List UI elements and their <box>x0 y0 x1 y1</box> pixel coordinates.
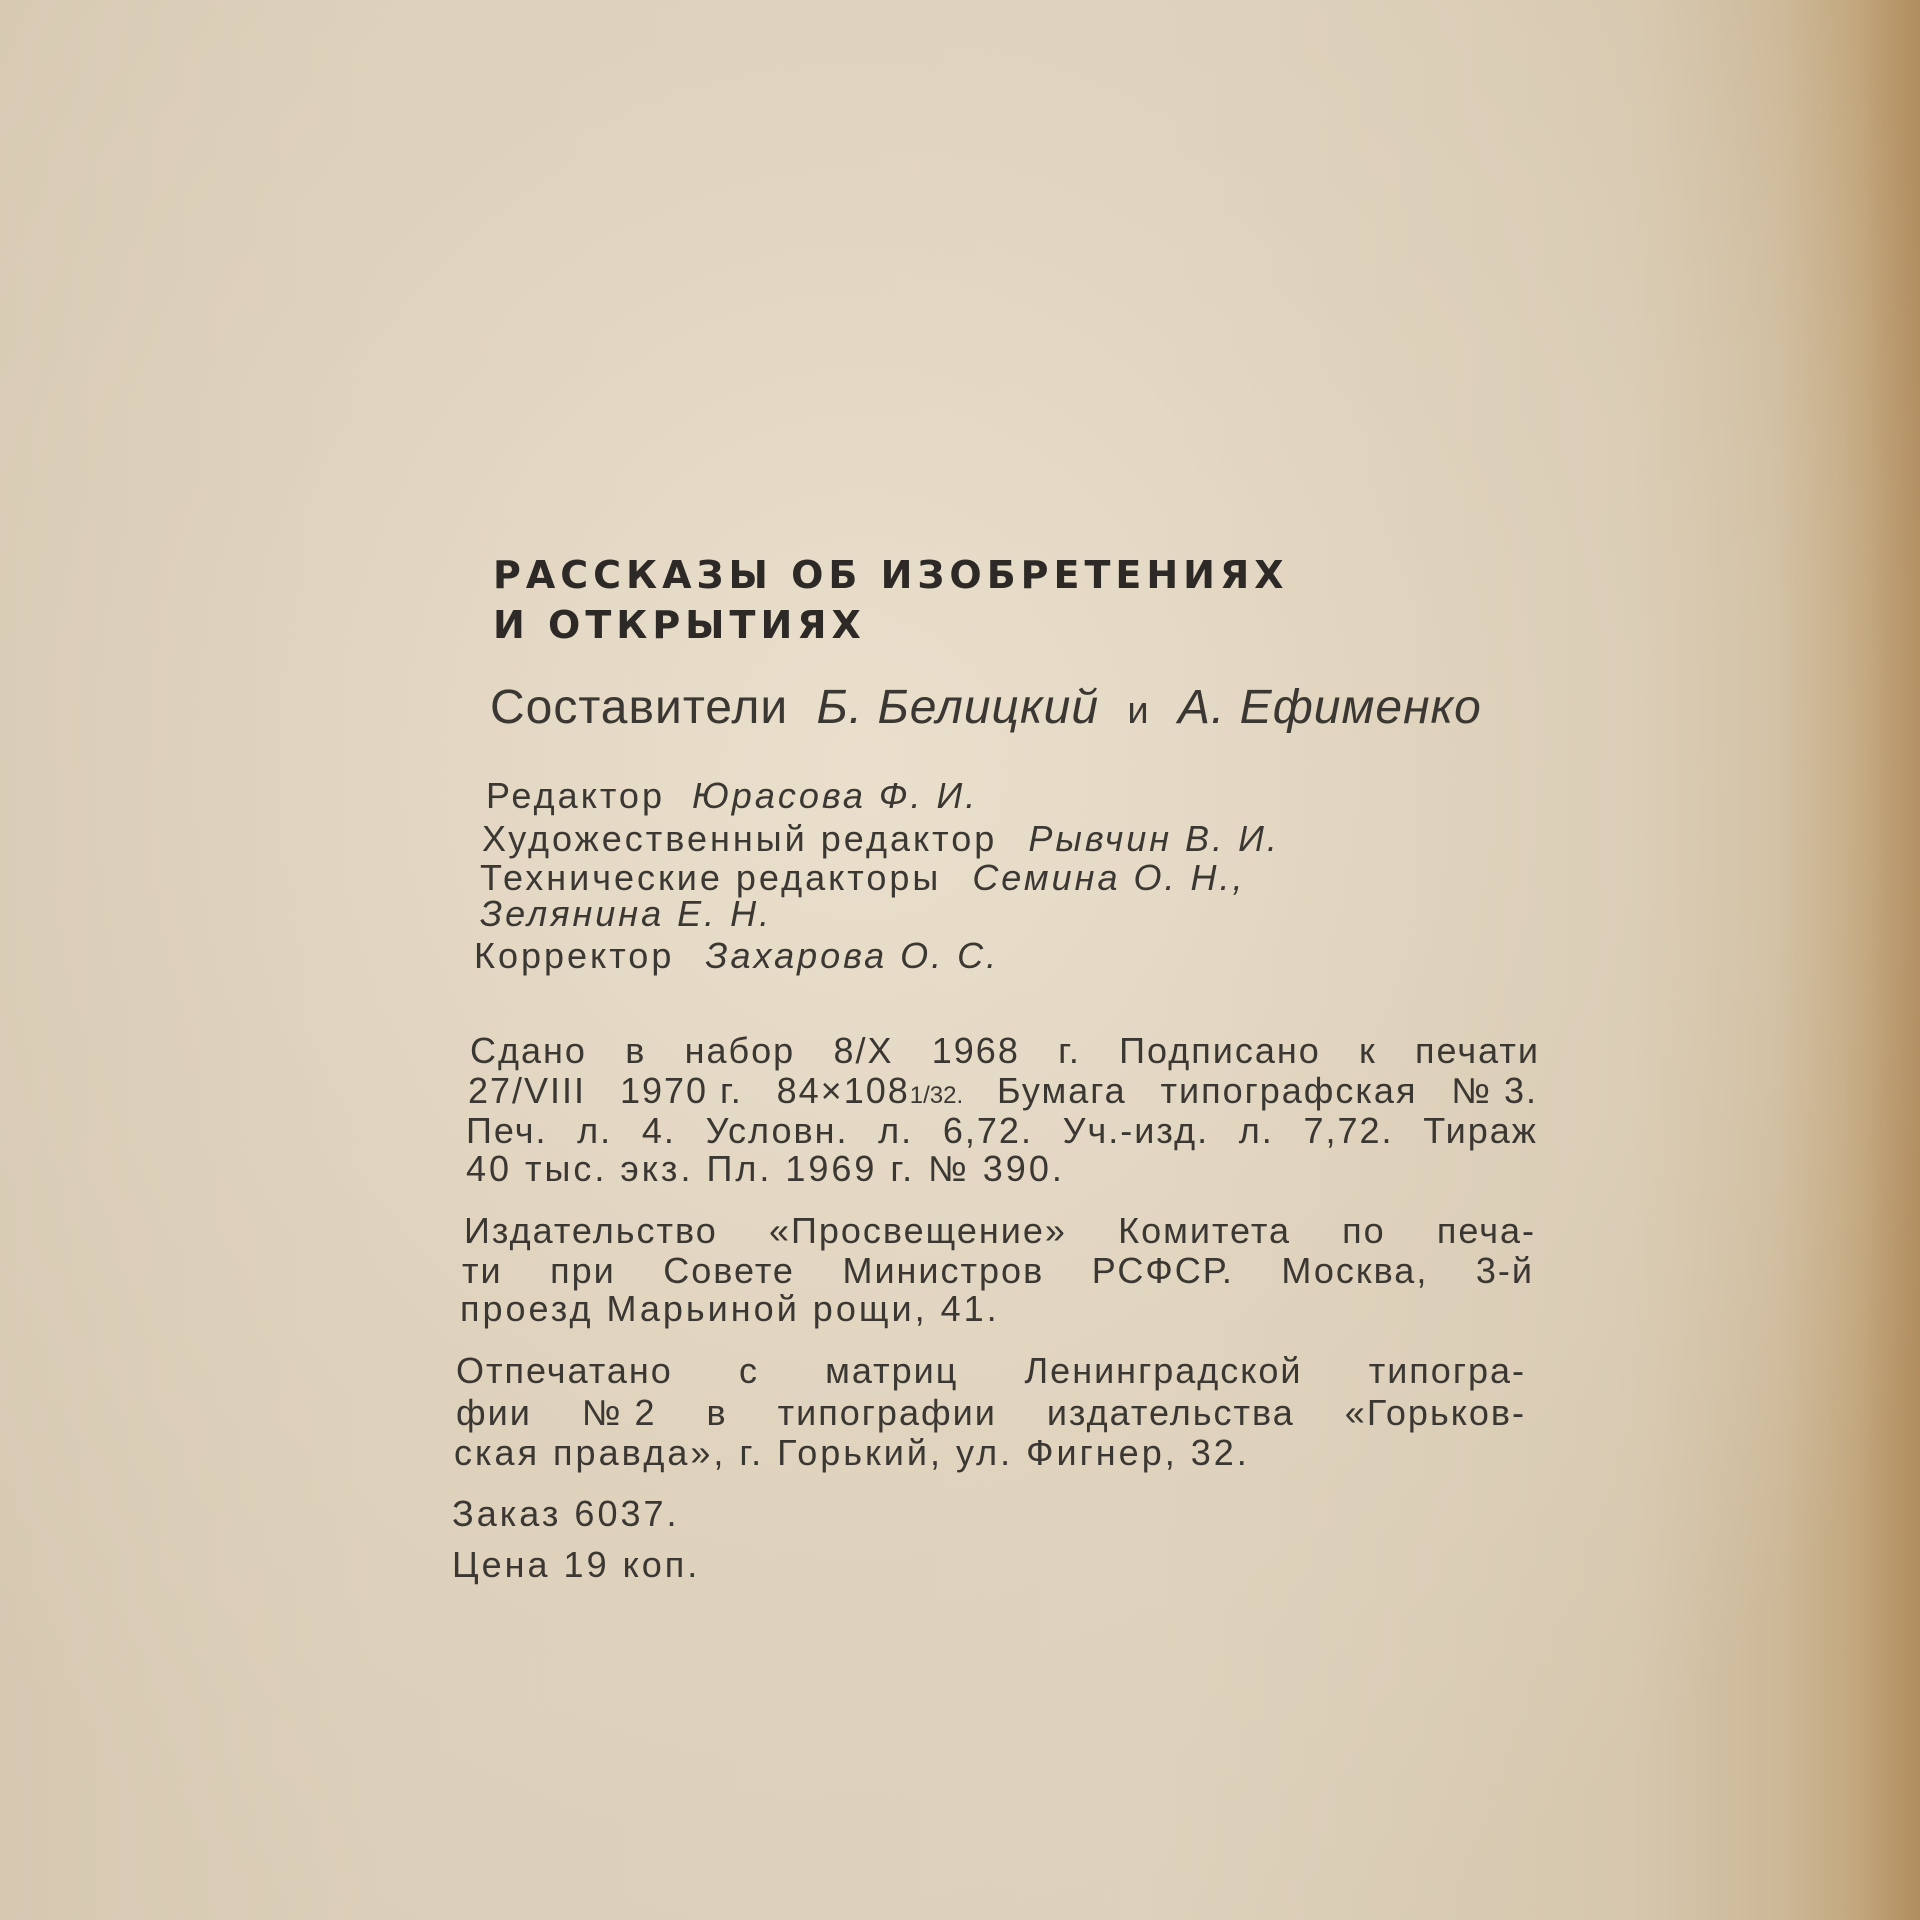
print-word: в <box>625 1030 647 1071</box>
compiler-name-1: Б. Белицкий <box>816 681 1100 734</box>
publisher-word: печа- <box>1436 1210 1536 1251</box>
print-word: Тираж <box>1423 1110 1538 1151</box>
publisher-line-3: проезд Марьиной рощи, 41. <box>460 1288 1000 1329</box>
publisher-line-1 <box>464 1210 1536 1252</box>
tech-editor-name-2: Зелянина Е. Н. <box>480 893 773 934</box>
print-word: набор <box>684 1030 796 1071</box>
printer-word: Ленинградской <box>1024 1350 1303 1391</box>
publisher-word: по <box>1342 1210 1386 1251</box>
publisher-word: при <box>550 1250 616 1291</box>
print-word: 27/VIII <box>468 1070 587 1111</box>
print-info-line-1 <box>470 1030 1540 1072</box>
tech-editors-label: Технические редакторы <box>480 857 942 898</box>
print-word: типографская <box>1160 1070 1418 1111</box>
print-word: 1968 <box>931 1030 1020 1071</box>
editor-line <box>486 775 978 817</box>
print-word: л. <box>577 1110 613 1151</box>
publisher-word: Москва, <box>1281 1250 1429 1291</box>
print-word: к <box>1359 1030 1377 1071</box>
corrector-line <box>474 935 999 977</box>
print-word: 1970 г. <box>619 1070 743 1111</box>
tech-editor-name-1: Семина О. Н., <box>972 857 1246 898</box>
printer-word: типогра- <box>1368 1350 1526 1391</box>
printer-word: издательства <box>1046 1392 1295 1433</box>
publisher-name: «Просвещение» <box>768 1210 1067 1251</box>
print-word: Печ. <box>466 1110 548 1151</box>
publisher-word: Совете <box>663 1250 795 1291</box>
publisher-word: РСФСР. <box>1091 1250 1234 1291</box>
publisher-word: Комитета <box>1118 1210 1291 1251</box>
print-info-line-4: 40 тыс. экз. Пл. 1969 г. № 390. <box>466 1148 1065 1189</box>
printer-word: фии <box>456 1392 532 1433</box>
price: Цена 19 коп. <box>452 1544 701 1585</box>
printer-word: «Горьков- <box>1344 1392 1526 1433</box>
art-editor-name: Рывчин В. И. <box>1028 818 1280 859</box>
publisher-line-2 <box>462 1250 1534 1292</box>
printer-word: № 2 <box>581 1392 657 1433</box>
page-edge-shadow <box>1780 0 1920 1920</box>
paper-format-size: 84×108 <box>776 1070 910 1111</box>
publisher-word: ти <box>462 1250 503 1291</box>
print-word: г. <box>1058 1030 1081 1071</box>
printer-line-3: ская правда», г. Горький, ул. Фигнер, 32. <box>454 1432 1250 1473</box>
printer-line-2 <box>456 1392 1526 1434</box>
print-word: Подписано <box>1119 1030 1321 1071</box>
print-word: 6,72. <box>942 1110 1033 1151</box>
corrector-name: Захарова О. С. <box>705 935 1000 976</box>
print-word: Сдано <box>470 1030 587 1071</box>
print-word: л. <box>878 1110 914 1151</box>
publisher-word: 3-й <box>1475 1250 1534 1291</box>
printer-word: с <box>738 1350 759 1391</box>
compilers-conjunction: и <box>1127 690 1150 732</box>
print-info-line-2 <box>468 1070 1538 1112</box>
printer-word: Отпечатано <box>456 1350 673 1391</box>
art-editor-line <box>482 818 1280 860</box>
paper-format-fraction: 1/32. <box>909 1082 964 1109</box>
paper-format <box>777 1070 964 1112</box>
editor-name: Юрасова Ф. И. <box>691 775 979 816</box>
print-word: печати <box>1415 1030 1540 1071</box>
art-editor-label: Художественный редактор <box>482 818 998 859</box>
publisher-word: Издательство <box>464 1210 718 1251</box>
publisher-word: Министров <box>842 1250 1045 1291</box>
corrector-label: Корректор <box>474 935 675 976</box>
compilers-label: Составители <box>490 681 789 734</box>
print-word: 4. <box>641 1110 676 1151</box>
printer-word: в <box>706 1392 728 1433</box>
printer-word: матриц <box>825 1350 959 1391</box>
printer-line-1 <box>456 1350 1526 1392</box>
print-word: 7,72. <box>1303 1110 1394 1151</box>
print-word: Уч.-изд. <box>1062 1110 1210 1151</box>
print-word: № 3. <box>1451 1070 1538 1111</box>
compiler-name-2: А. Ефименко <box>1177 681 1482 734</box>
book-title-line-1: РАССКАЗЫ ОБ ИЗОБРЕТЕНИЯХ <box>493 553 1289 597</box>
print-word: Условн. <box>705 1110 849 1151</box>
editor-label: Редактор <box>486 775 665 816</box>
order-number: Заказ 6037. <box>452 1493 680 1534</box>
print-word: 8/X <box>833 1030 894 1071</box>
print-word: л. <box>1238 1110 1274 1151</box>
print-word: Бумага <box>997 1070 1127 1111</box>
print-info-line-3 <box>466 1110 1538 1152</box>
printer-word: типографии <box>777 1392 997 1433</box>
compilers-line <box>490 680 1482 735</box>
book-title-line-2: И ОТКРЫТИЯХ <box>493 603 866 647</box>
